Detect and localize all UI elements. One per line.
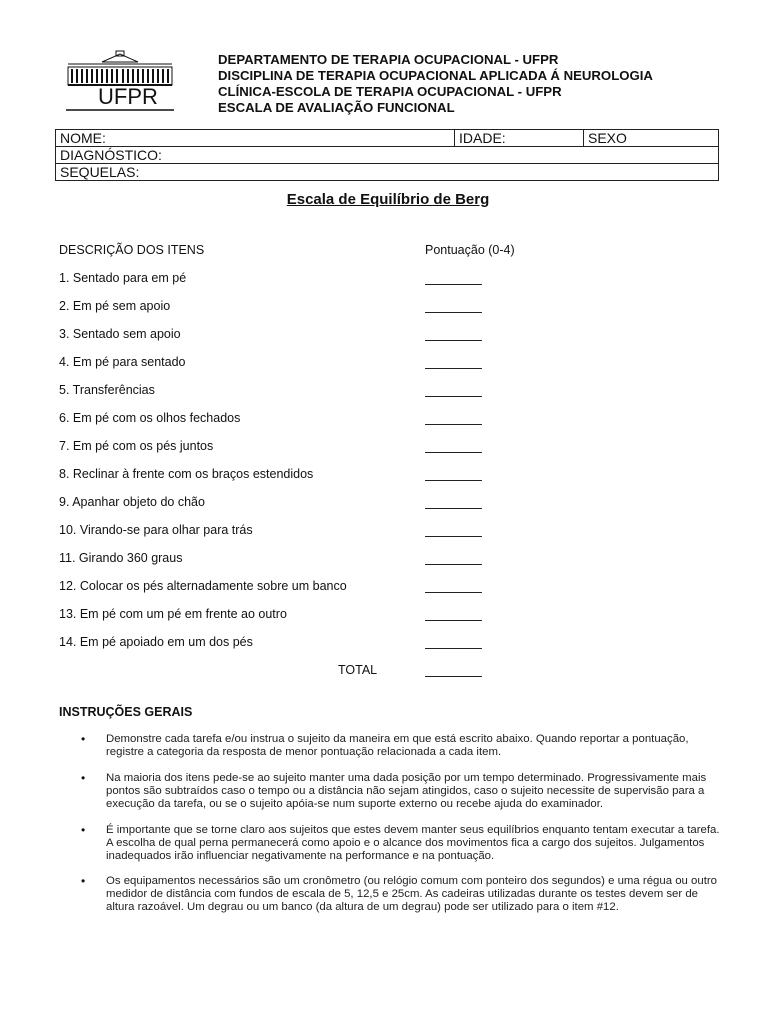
ufpr-logo <box>64 50 176 116</box>
list-item: 5. Transferências <box>59 383 155 397</box>
score-blank[interactable] <box>425 592 482 593</box>
score-blank[interactable] <box>425 508 482 509</box>
page-title: Escala de Equilíbrio de Berg <box>286 191 490 208</box>
bullet-icon: • <box>81 732 86 746</box>
total-label: TOTAL <box>338 663 378 677</box>
discipline-line: DISCIPLINA DE TERAPIA OCUPACIONAL APLICADA Á NEUROLOGIA <box>218 68 653 83</box>
bullet-icon: • <box>81 771 86 785</box>
list-item: 13. Em pé com um pé em frente ao outro <box>59 607 287 621</box>
total-blank[interactable] <box>425 676 482 677</box>
list-item: 10. Virando-se para olhar para trás <box>59 523 253 537</box>
list-item: 9. Apanhar objeto do chão <box>59 495 205 509</box>
scale-line: ESCALA DE AVALIAÇÃO FUNCIONAL <box>218 100 455 115</box>
instruction-paragraph: Os equipamentos necessários são um cronômetro (ou relógio comum com ponteiro dos segundos) e uma régua ou outro medidor de distância com fundos de escala de 5, 12,5 e 25cm. As cadeiras utilizadas durante os testes devem ser de altura razoável. Um degrau ou um banco (da altura de um degrau) pode ser utilizado para o item #12. <box>106 875 717 913</box>
list-item: 14. Em pé apoiado em um dos pés <box>59 635 253 649</box>
age-field[interactable]: IDADE: <box>455 130 584 147</box>
diagnosis-field[interactable]: DIAGNÓSTICO: <box>56 147 719 164</box>
list-item: 3. Sentado sem apoio <box>59 327 181 341</box>
document-header <box>64 50 724 116</box>
list-item: 2. Em pé sem apoio <box>59 299 171 313</box>
score-blank[interactable] <box>425 648 482 649</box>
score-blank[interactable] <box>425 312 482 313</box>
sequelae-field[interactable]: SEQUELAS: <box>56 164 719 181</box>
list-item: 4. Em pé para sentado <box>59 355 186 369</box>
bullet-icon: • <box>81 823 86 837</box>
instruction-paragraph: Demonstre cada tarefa e/ou instrua o sujeito da maneira em que está escrito abaixo. Quando reportar a pontuação, registre a categoria da resposta de menor pontuação relacionada a cada item. <box>106 733 689 758</box>
list-item: 8. Reclinar à frente com os braços estendidos <box>59 467 314 481</box>
score-blank[interactable] <box>425 480 482 481</box>
score-blank[interactable] <box>425 368 482 369</box>
instructions-title: INSTRUÇÕES GERAIS <box>59 705 193 719</box>
instruction-paragraph: Na maioria dos itens pede-se ao sujeito manter uma dada posição por um tempo determinado. Progressivamente mais pontos são subtraídos caso o tempo ou a distância não sejam atingidos, caso o sujeito necessite de supervisão para a execução da tarefa, ou se o sujeito apóia-se num suporte externo ou recebe ajuda do examinador. <box>106 772 707 810</box>
list-item: 7. Em pé com os pés juntos <box>59 439 214 453</box>
clinic-line: CLÍNICA-ESCOLA DE TERAPIA OCUPACIONAL - UFPR <box>218 84 562 99</box>
description-column-header: DESCRIÇÃO DOS ITENS <box>59 243 205 257</box>
score-blank[interactable] <box>425 620 482 621</box>
score-blank[interactable] <box>425 284 482 285</box>
list-item: 1. Sentado para em pé <box>59 271 187 285</box>
list-item: 11. Girando 360 graus <box>59 551 183 565</box>
score-column-header: Pontuação (0-4) <box>425 243 515 257</box>
patient-info-table <box>55 129 719 181</box>
score-blank[interactable] <box>425 536 482 537</box>
name-field[interactable]: NOME: <box>56 130 455 147</box>
department-line: DEPARTAMENTO DE TERAPIA OCUPACIONAL - UFPR <box>218 52 559 67</box>
list-item: 12. Colocar os pés alternadamente sobre um banco <box>59 579 347 593</box>
score-blank[interactable] <box>425 452 482 453</box>
institution-lines <box>218 52 653 116</box>
score-blank[interactable] <box>425 424 482 425</box>
logo-text: UFPR <box>98 84 158 109</box>
sex-field[interactable]: SEXO <box>584 130 719 147</box>
instruction-paragraph: É importante que se torne claro aos sujeitos que estes devem manter seus equilíbrios enquanto tentam executar a tarefa. A escolha de qual perna permanecerá como apoio e o alcance dos movimentos fica a cargo dos sujeitos. Julgamentos inadequados irão influenciar negativamente na performance e na pontuação. <box>106 824 720 862</box>
score-blank[interactable] <box>425 564 482 565</box>
score-blank[interactable] <box>425 396 482 397</box>
score-blank[interactable] <box>425 340 482 341</box>
bullet-icon: • <box>81 874 86 888</box>
list-item: 6. Em pé com os olhos fechados <box>59 411 241 425</box>
